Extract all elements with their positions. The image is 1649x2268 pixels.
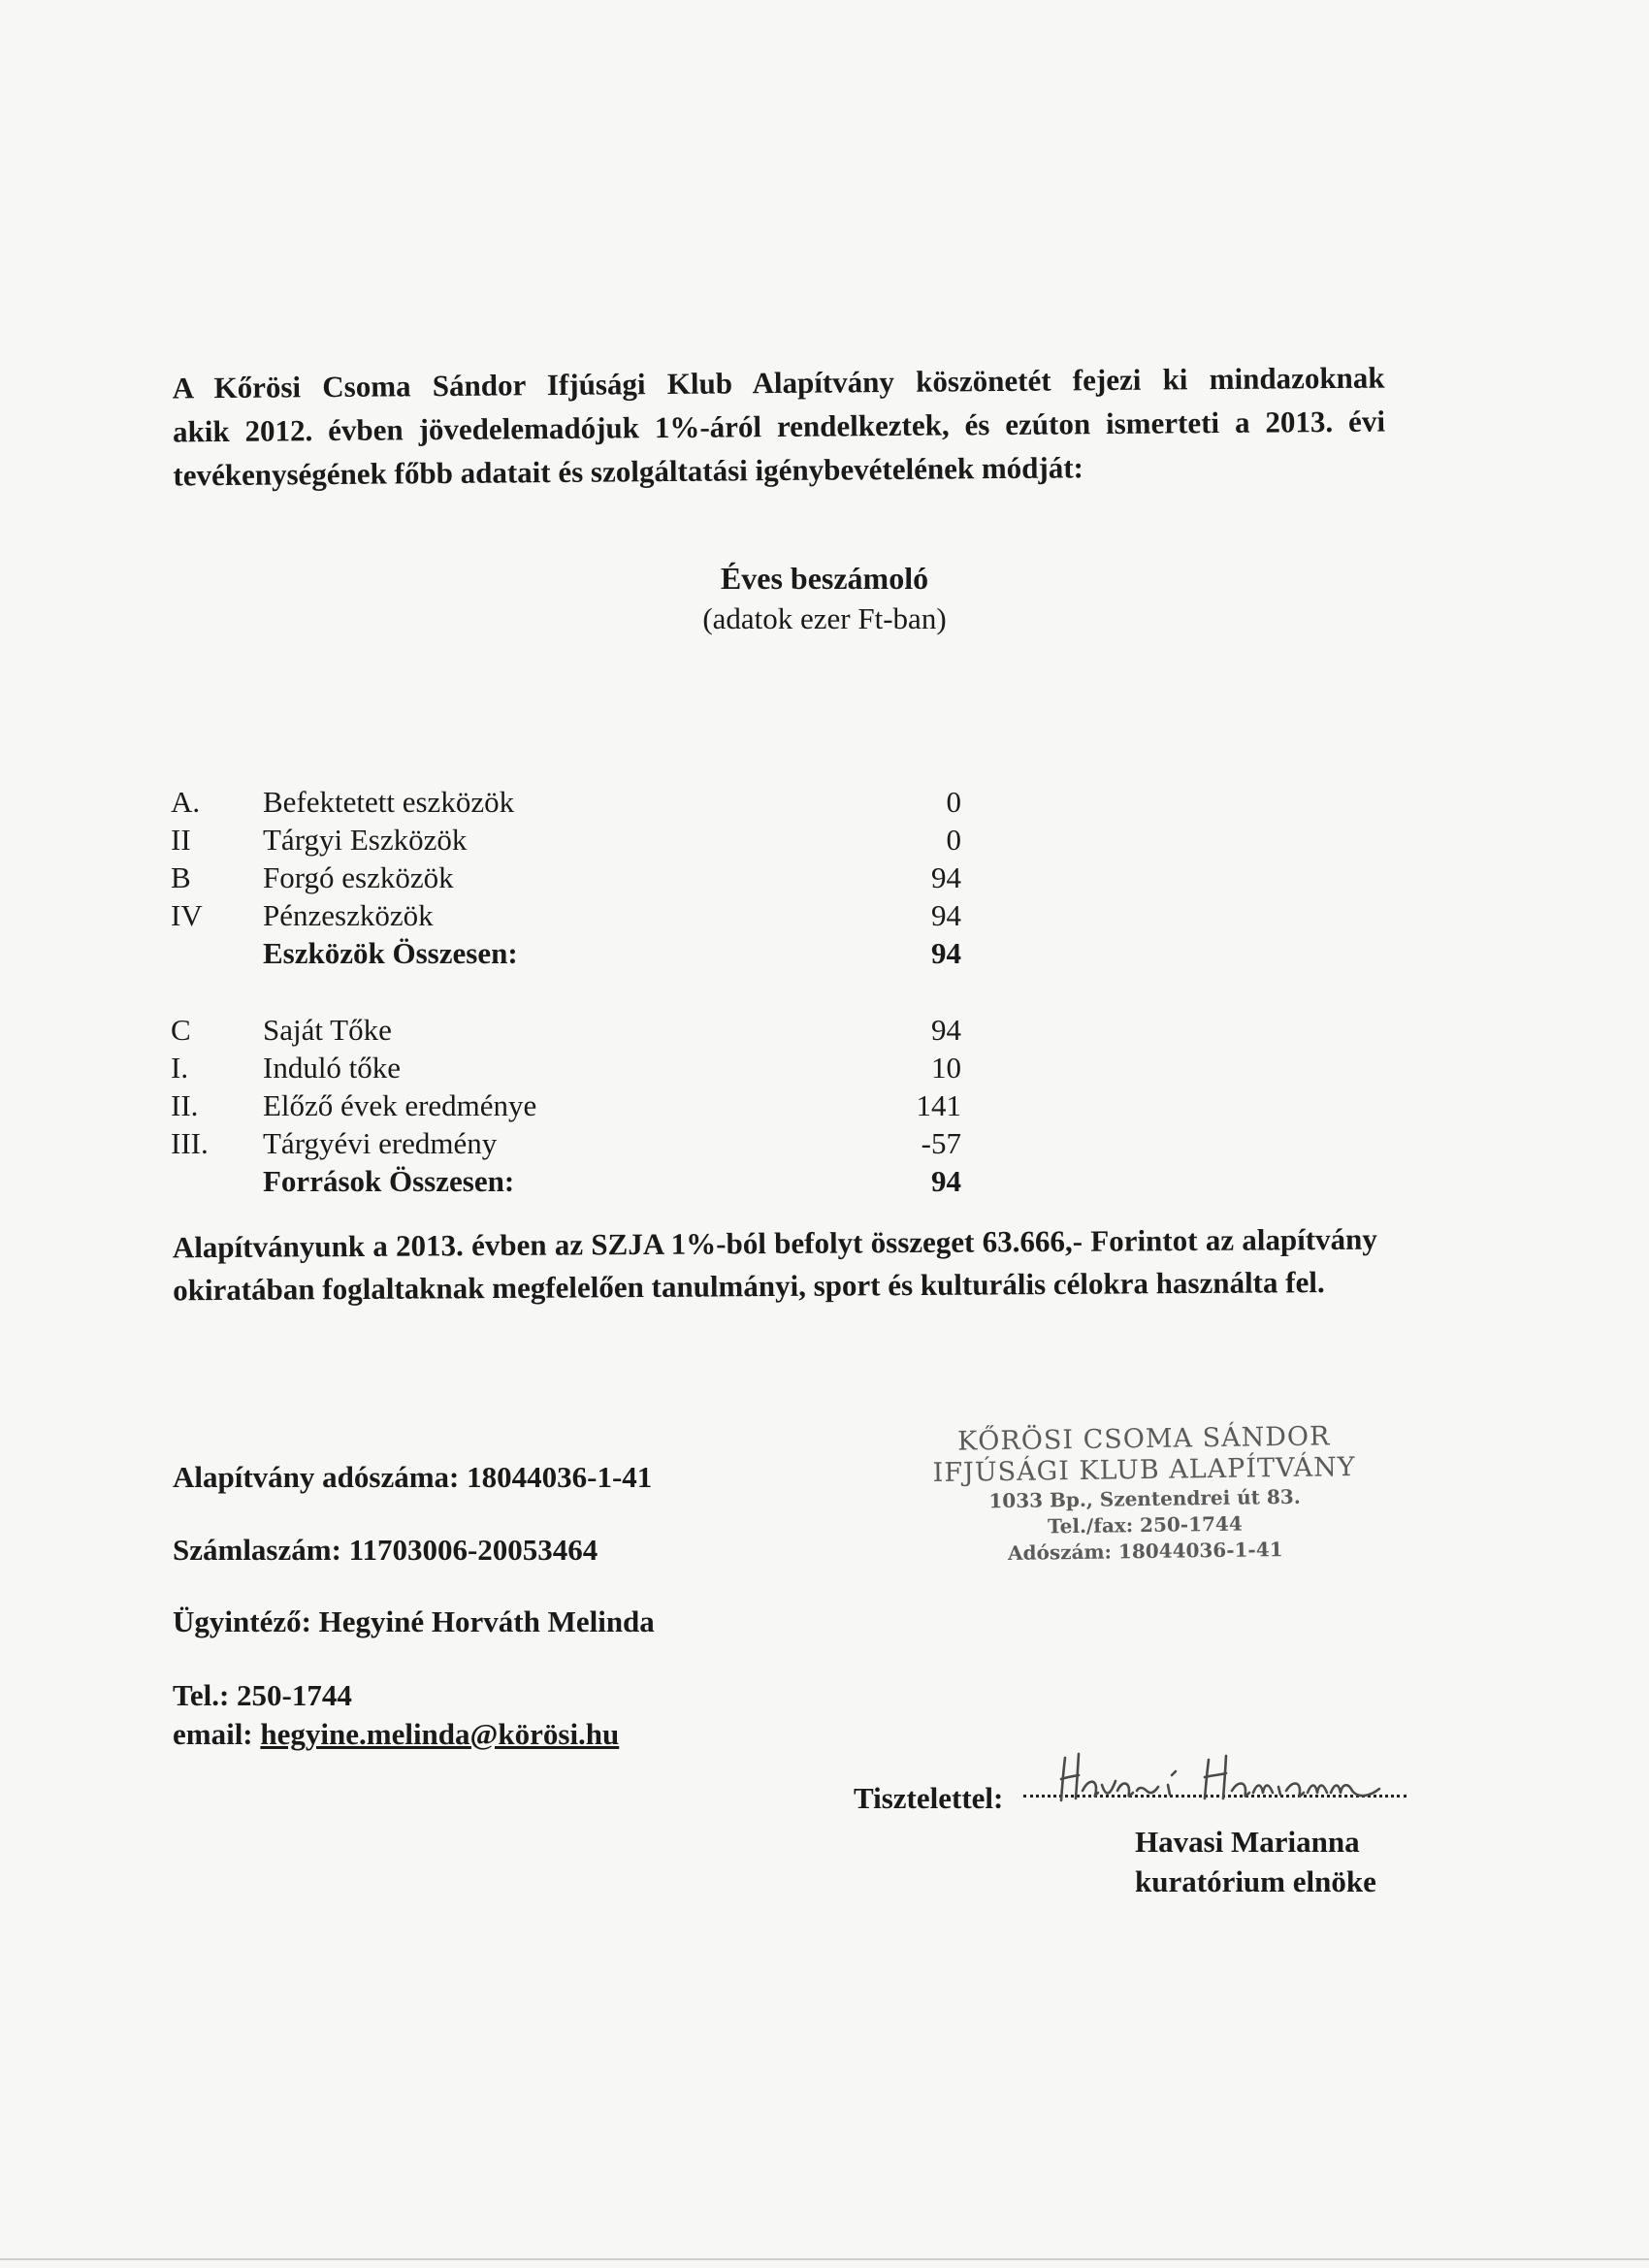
intro-line-1: A Kőrösi Csoma Sándor Ifjúsági Klub Alapítvány köszönetét fejezi ki mindazoknak bbox=[172, 360, 1385, 405]
row-code: II. bbox=[171, 1088, 199, 1122]
row-value: 0 bbox=[946, 823, 961, 857]
usage-paragraph: Alapítványunk a 2013. évben az SZJA 1%-ból befolyt összeget 63.666,- Forintot az alapítvány okiratában foglaltaknak megfelelően tanulmányi, sport és kulturális célokra használta fel. bbox=[172, 1221, 1377, 1308]
row-value: 94 bbox=[931, 898, 961, 932]
phone: Tel.: 250-1744 bbox=[173, 1678, 352, 1712]
scan-edge bbox=[0, 2258, 1649, 2260]
row-label: Befektetett eszközök bbox=[263, 785, 515, 819]
intro-paragraph bbox=[172, 356, 1385, 498]
row-value: 94 bbox=[931, 860, 961, 894]
account-number: Számlaszám: 11703006-20053464 bbox=[173, 1533, 598, 1567]
row-label: Pénzeszközök bbox=[263, 898, 434, 932]
row-label: Előző évek eredménye bbox=[263, 1088, 537, 1122]
row-code: B bbox=[171, 860, 191, 894]
stamp-line-5: Adószám: 18044036-1-41 bbox=[1007, 1538, 1283, 1565]
sources-row-ii bbox=[171, 1087, 961, 1124]
row-value: 94 bbox=[931, 936, 961, 970]
assets-total-row bbox=[171, 935, 961, 972]
row-code: A. bbox=[171, 785, 201, 819]
sources-row-i bbox=[171, 1050, 961, 1086]
row-label: Tárgyi Eszközök bbox=[263, 823, 468, 857]
row-code: I. bbox=[171, 1051, 189, 1085]
report-subtitle: (adatok ezer Ft-ban) bbox=[702, 601, 947, 635]
row-value: 10 bbox=[931, 1051, 961, 1085]
row-value: 94 bbox=[931, 1164, 961, 1198]
email-link[interactable]: hegyine.melinda@körösi.hu bbox=[260, 1717, 620, 1751]
report-heading bbox=[0, 558, 1649, 639]
row-value: 141 bbox=[916, 1088, 961, 1122]
signer-role: kuratórium elnöke bbox=[1135, 1864, 1376, 1898]
row-code: C bbox=[171, 1013, 191, 1047]
stamp-line-3: 1033 Bp., Szentendrei út 83. bbox=[988, 1484, 1301, 1513]
stamp-line-4: Tel./fax: 250-1744 bbox=[1047, 1511, 1243, 1539]
assets-row-a bbox=[171, 784, 961, 821]
assets-row-ii bbox=[171, 822, 961, 859]
foundation-stamp bbox=[930, 1421, 1359, 1568]
stamp-line-1: KŐRÖSI CSOMA SÁNDOR bbox=[956, 1421, 1331, 1457]
row-value: -57 bbox=[921, 1126, 961, 1160]
intro-line-2: akik 2012. évben jövedelemadójuk 1%-áról rendelkeztek, és ezúton ismerteti a 2013. évi bbox=[172, 404, 1386, 449]
sources-row-c bbox=[171, 1012, 961, 1049]
email bbox=[173, 1715, 619, 1754]
row-label: Források Összesen: bbox=[263, 1164, 515, 1198]
assets-row-iv bbox=[171, 897, 961, 934]
handwritten-signature bbox=[1018, 1736, 1426, 1814]
tax-number: Alapítvány adószáma: 18044036-1-41 bbox=[173, 1460, 653, 1494]
sources-total-row bbox=[171, 1163, 961, 1200]
row-code: III. bbox=[171, 1126, 209, 1160]
row-label: Saját Tőke bbox=[263, 1013, 392, 1047]
row-label: Tárgyévi eredmény bbox=[263, 1126, 498, 1160]
email-label: email: bbox=[173, 1717, 261, 1751]
sources-row-iii bbox=[171, 1125, 961, 1162]
row-code: IV bbox=[171, 898, 203, 932]
signer-block bbox=[1135, 1822, 1376, 1901]
administrator: Ügyintéző: Hegyiné Horváth Melinda bbox=[173, 1604, 655, 1638]
row-value: 94 bbox=[931, 1013, 961, 1047]
row-label: Induló tőke bbox=[263, 1051, 402, 1085]
row-code: II bbox=[171, 823, 191, 857]
row-value: 0 bbox=[946, 785, 961, 819]
row-label: Forgó eszközök bbox=[263, 860, 454, 894]
closing-label: Tisztelettel: bbox=[854, 1781, 1004, 1815]
report-title: Éves beszámoló bbox=[720, 561, 929, 596]
assets-row-b bbox=[171, 859, 961, 896]
signer-name: Havasi Marianna bbox=[1135, 1825, 1360, 1859]
row-label: Eszközök Összesen: bbox=[263, 936, 518, 970]
intro-line-3: tevékenységének főbb adatait és szolgáltatási igénybevételének módját: bbox=[173, 450, 1084, 493]
stamp-line-2: IFJÚSÁGI KLUB ALAPÍTVÁNY bbox=[932, 1451, 1356, 1489]
